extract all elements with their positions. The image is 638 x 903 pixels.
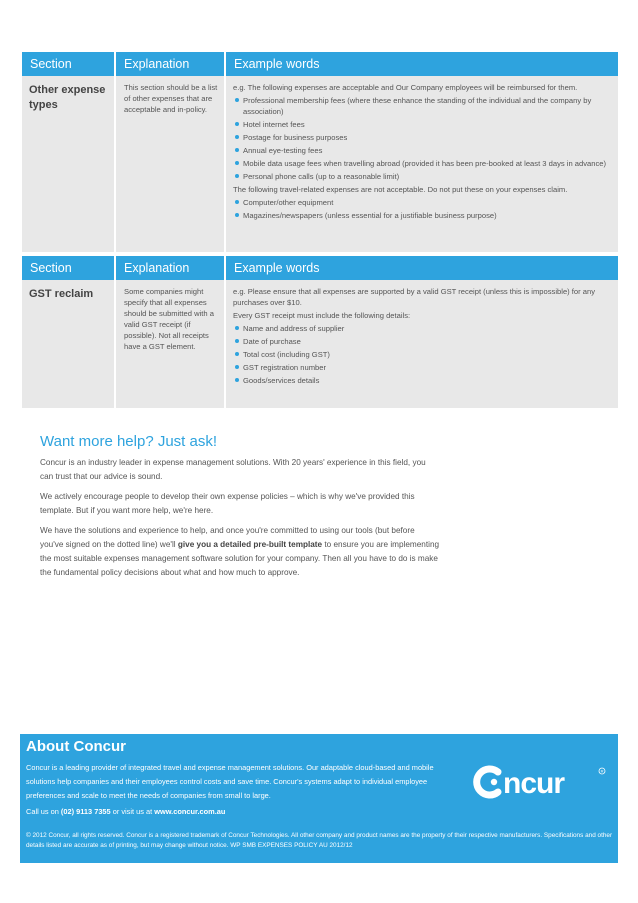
list-item: Personal phone calls (up to a reasonable limit) [233,171,612,182]
list-item: Mobile data usage fees when travelling abroad (provided it has been pre-booked at least 3 days in advance) [233,158,612,169]
website-link[interactable]: www.concur.com.au [154,807,226,816]
help-paragraph [40,524,440,580]
table-header [22,256,618,280]
help-title: Want more help? Just ask! [40,433,218,450]
about-concur-panel [20,734,618,863]
list-item: Annual eye-testing fees [233,145,612,156]
details-note: Every GST receipt must include the following details: [233,311,411,320]
section-label: Other expense types [22,76,114,252]
gst-details-list [233,323,612,386]
acceptable-expenses-list [233,95,612,182]
example-intro: e.g. The following expenses are acceptable and Our Company employees will be reimbursed for them. [233,83,578,92]
svg-text:R: R [600,768,604,774]
not-acceptable-list [233,197,612,221]
about-description: Concur is a leading provider of integrated travel and expense management solutions. Our adaptable cloud-based and mobile solutions help companies and their employees control costs and save time. Concur's systems adapt to individual employee preferences and scale to meet the needs of companies from small to large. [26,763,434,800]
concur-logo [468,762,608,802]
table-header [22,52,618,76]
travel-note: The following travel-related expenses are not acceptable. Do not put these on your expenses claim. [233,185,568,194]
contact-line [26,807,225,816]
phone-number[interactable]: (02) 9113 7355 [60,807,111,816]
list-item: Name and address of supplier [233,323,612,334]
help-paragraph: We actively encourage people to develop their own expense policies – which is why we've provided this template. But if you want more help, we're here. [40,492,415,515]
list-item: Postage for business purposes [233,132,612,143]
list-item: Professional membership fees (where these enhance the standing of the individual and the company by association) [233,95,612,117]
call-prefix: Call us on [26,807,61,816]
help-section [40,433,440,586]
example-words-cell [224,76,618,252]
visit-text: or visit us at [110,807,155,816]
list-item: Hotel internet fees [233,119,612,130]
header-example-words: Example words [224,52,618,76]
list-item: Goods/services details [233,375,612,386]
help-text: to ensure you are implementing the most suitable expenses management software solution for your company. Then all you have to do is make the fundamental policy decisions about what and how much to approve. [40,540,440,577]
about-title: About Concur [26,738,126,755]
header-explanation: Explanation [114,256,224,280]
list-item: Total cost (including GST) [233,349,612,360]
header-section: Section [30,57,72,71]
list-item: Magazines/newspapers (unless essential for a justifiable business purpose) [233,210,612,221]
section-label: GST reclaim [22,280,114,408]
example-words-cell [224,280,618,408]
list-item: Computer/other equipment [233,197,612,208]
example-intro: e.g. Please ensure that all expenses are supported by a valid GST receipt (unless this is impossible) for any purchases over $10. [233,287,596,307]
explanation-text: Some companies might specify that all expenses should be submitted with a valid GST receipt (if possible). Not all receipts have a GST element. [114,280,224,408]
help-paragraph: Concur is an industry leader in expense management solutions. With 20 years' experience in this field, you can trust that our advice is sound. [40,458,426,481]
explanation-text: This section should be a list of other expenses that are acceptable and in-policy. [114,76,224,252]
table-row [22,280,618,408]
help-text: We have the solutions and experience to help, and once you're committed to using our tools (but before you've signed on the dotted line) we'll [40,526,415,549]
other-expenses-table [22,52,618,252]
table-row [22,76,618,252]
header-example-words: Example words [224,256,618,280]
gst-reclaim-table [22,256,618,408]
template-offer: give you a detailed pre-built template [177,540,323,549]
svg-text:ncur: ncur [503,767,565,800]
header-explanation: Explanation [114,52,224,76]
list-item: Date of purchase [233,336,612,347]
list-item: GST registration number [233,362,612,373]
header-section: Section [30,261,72,275]
copyright-text: © 2012 Concur, all rights reserved. Concur is a registered trademark of Concur Technologies. All other company and product names are the property of their respective manufacturers. Specifications and other details listed are accurate as of printing, but may change without notice. WP SMB EXPENSES POLICY AU 2012/12 [26,832,613,849]
